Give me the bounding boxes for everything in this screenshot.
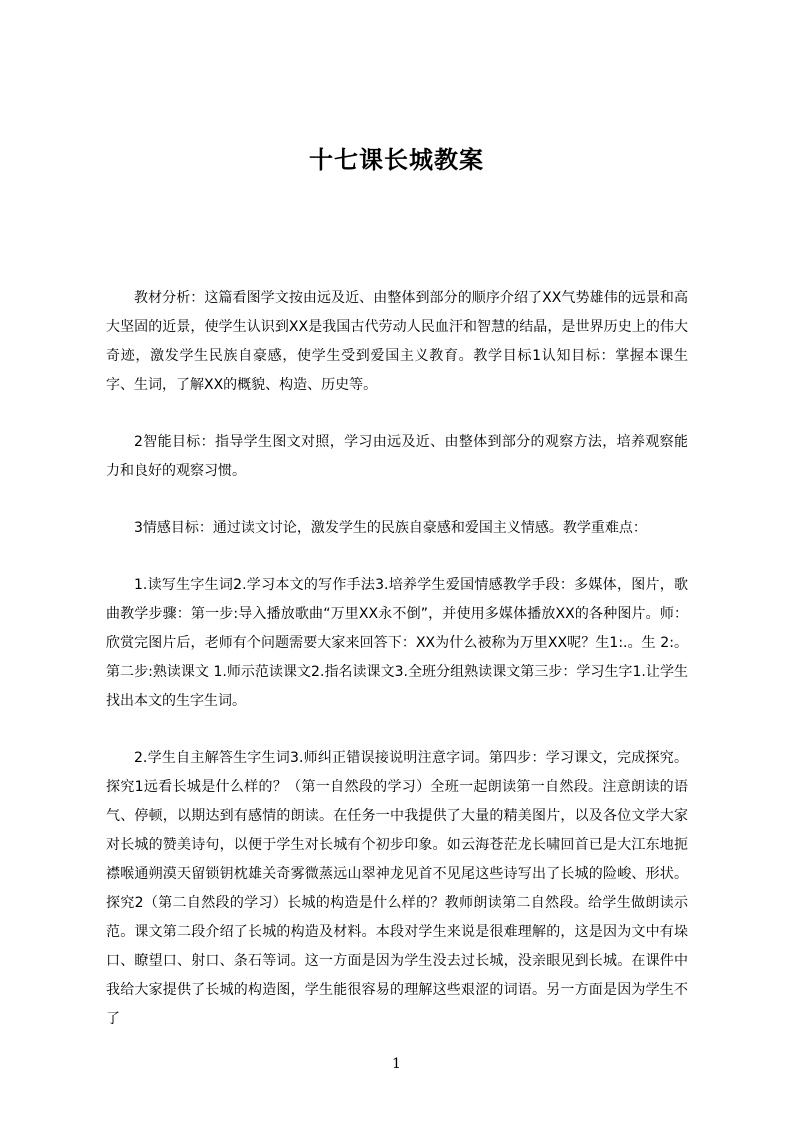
paragraph-teaching-steps: 1.读写生字生词2.学习本文的写作手法3.培养学生爱国情感教学手段：多媒体，图片，歌曲教学步骤：第一步:导入播放歌曲“万里XX永不倒”，并使用多媒体播放XX的各种图片。师：欣赏完图片后，老师有个问题需要大家来回答下：XX为什么被称为万里XX呢？生1:.。生 2:。第二步:熟读课文 1.师示范读课文2.指名读课文3.全班分组熟读课文第三步：学习生字1.让学生找出本文的生字生词。 xyxy=(106,577,688,709)
paragraph-material-analysis: 教材分析：这篇看图学文按由远及近、由整体到部分的顺序介绍了XX气势雄伟的远景和高大坚固的近景，使学生认识到XX是我国古代劳动人民血汗和智慧的结晶，是世界历史上的伟大奇迹，激发学生民族自豪感，使学生受到爱国主义教育。教学目标1认知目标：掌握本课生字、生词，了解XX的概貌、构造、历史等。 xyxy=(106,290,688,393)
paragraph-text-study: 2.学生自主解答生字生词3.师纠正错误接说明注意字词。第四步：学习课文，完成探究。探究1远看长城是什么样的？（第一自然段的学习）全班一起朗读第一自然段。注意朗读的语气、停顿，以期达到有感情的朗读。在任务一中我提供了大量的精美图片，以及各位文学大家对长城的赞美诗句，以便于学生对长城有个初步印象。如云海苍茫龙长啸回首已是大江东地扼襟喉通朔漠天留锁钥枕雄关奇雾微蒸远山翠神龙见首不见尾这些诗写出了长城的险峻、形状。探究2（第二自然段的学习）长城的构造是什么样的？教师朗读第二自然段。给学生做朗读示范。课文第二段介绍了长城的构造及材料。本段对学生来说是很难理解的，这是因为文中有垛口、瞭望口、射口、条石等词。这一方面是因为学生没去过长城，没亲眼见到长城。在课件中我给大家提供了长城的构造图，学生能很容易的理解这些艰涩的词语。另一方面是因为学生不了 xyxy=(106,750,688,1027)
page-number: 1 xyxy=(392,1056,401,1072)
paragraph-emotion-goal: 3情感目标：通过读文讨论，激发学生的民族自豪感和爱国主义情感。教学重难点： xyxy=(134,520,647,536)
document-body xyxy=(106,284,688,1062)
document-title: 十七课长城教案 xyxy=(309,146,484,174)
paragraph-ability-goal: 2智能目标：指导学生图文对照，学习由远及近、由整体到部分的观察方法，培养观察能力和良好的观察习惯。 xyxy=(106,434,688,479)
